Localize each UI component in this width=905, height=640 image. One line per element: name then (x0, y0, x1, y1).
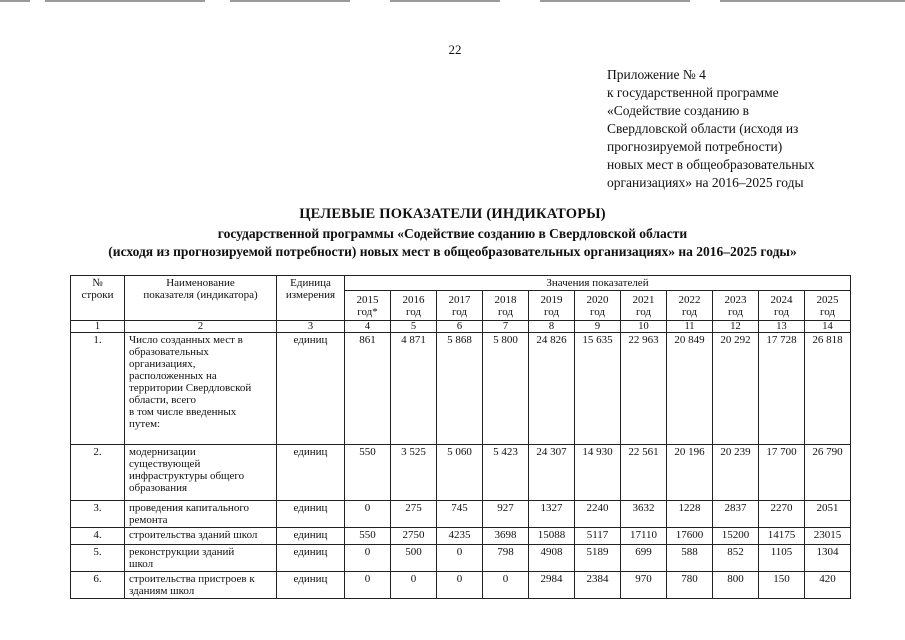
unit: единиц (277, 333, 345, 445)
table-row (71, 445, 851, 501)
value-cell: 800 (713, 572, 759, 599)
value-cell: 14175 (759, 528, 805, 545)
header-year-suffix: год (543, 305, 560, 318)
value-cell: 588 (667, 545, 713, 572)
value-cell: 17110 (621, 528, 667, 545)
appendix-line: организациях» на 2016–2025 годы (607, 175, 804, 190)
header-year: 2017 (448, 293, 471, 306)
column-number: 11 (667, 321, 713, 333)
value-cell: 24 307 (529, 445, 575, 501)
indicator-name (125, 545, 277, 572)
header-year-cell (713, 291, 759, 321)
value-cell: 2984 (529, 572, 575, 599)
indicator-name-line: образовательных (129, 346, 209, 358)
value-cell: 2270 (759, 501, 805, 528)
scan-edge-line (0, 0, 905, 3)
indicator-name-line: строительства зданий школ (129, 529, 258, 541)
table-row (71, 528, 851, 545)
value-cell: 3632 (621, 501, 667, 528)
value-cell: 5 060 (437, 445, 483, 501)
value-cell: 17 700 (759, 445, 805, 501)
header-unit (277, 276, 345, 321)
header-row-no (71, 276, 125, 321)
header-year-cell (667, 291, 713, 321)
value-cell: 2384 (575, 572, 621, 599)
header-year: 2016 (402, 293, 425, 306)
value-cell: 0 (345, 572, 391, 599)
header-year: 2019 (540, 293, 563, 306)
indicator-name-line: зданиям школ (129, 585, 195, 597)
header-year: 2020 (586, 293, 609, 306)
row-number: 3. (71, 501, 125, 528)
header-values-group: Значения показателей (345, 276, 851, 291)
header-year-cell (621, 291, 667, 321)
value-cell: 0 (437, 572, 483, 599)
value-cell: 970 (621, 572, 667, 599)
value-cell: 3698 (483, 528, 529, 545)
header-year-suffix: год (635, 305, 652, 318)
indicators-table (70, 275, 851, 599)
appendix-line: «Содействие созданию в (607, 103, 750, 118)
indicator-name-line: территории Свердловской (129, 382, 252, 394)
indicator-name (125, 572, 277, 599)
unit: единиц (277, 528, 345, 545)
table-row (71, 545, 851, 572)
value-cell: 3 525 (391, 445, 437, 501)
indicator-name-line: расположенных на (129, 370, 217, 382)
header-year: 2024 (770, 293, 793, 306)
header-year-suffix: год (497, 305, 514, 318)
indicator-name-line: в том числе введенных (129, 406, 237, 418)
value-cell: 5 868 (437, 333, 483, 445)
indicator-name (125, 501, 277, 528)
value-cell: 798 (483, 545, 529, 572)
indicator-name-line: путем: (129, 418, 161, 430)
value-cell: 550 (345, 445, 391, 501)
row-number: 2. (71, 445, 125, 501)
header-year-suffix: год (727, 305, 744, 318)
value-cell: 4908 (529, 545, 575, 572)
column-number: 13 (759, 321, 805, 333)
indicator-name-line: проведения капитального (129, 502, 250, 514)
value-cell: 0 (345, 545, 391, 572)
value-cell: 0 (437, 545, 483, 572)
row-number: 6. (71, 572, 125, 599)
row-number: 1. (71, 333, 125, 445)
indicator-name-line: существующей (129, 458, 201, 470)
value-cell: 26 790 (805, 445, 851, 501)
value-cell: 4 871 (391, 333, 437, 445)
header-year: 2018 (494, 293, 517, 306)
header-unit-line: измерения (285, 289, 336, 301)
header-year-suffix: год (589, 305, 606, 318)
value-cell: 22 963 (621, 333, 667, 445)
indicator-name-line: Число созданных мест в (129, 334, 243, 346)
header-year-cell (575, 291, 621, 321)
value-cell: 927 (483, 501, 529, 528)
value-cell: 20 196 (667, 445, 713, 501)
header-year: 2023 (724, 293, 747, 306)
header-year-cell (437, 291, 483, 321)
value-cell: 15088 (529, 528, 575, 545)
appendix-note (607, 66, 897, 192)
header-year: 2025 (816, 293, 839, 306)
column-number: 8 (529, 321, 575, 333)
value-cell: 699 (621, 545, 667, 572)
value-cell: 1304 (805, 545, 851, 572)
value-cell: 2051 (805, 501, 851, 528)
unit: единиц (277, 445, 345, 501)
header-year-cell (391, 291, 437, 321)
value-cell: 2240 (575, 501, 621, 528)
unit: единиц (277, 545, 345, 572)
header-row-no-line: № (92, 277, 103, 289)
indicator-name-line: модернизации (129, 446, 196, 458)
value-cell: 4235 (437, 528, 483, 545)
indicator-name-line: строительства пристроев к (129, 573, 255, 585)
column-number: 3 (277, 321, 345, 333)
column-number: 7 (483, 321, 529, 333)
column-number: 14 (805, 321, 851, 333)
value-cell: 17600 (667, 528, 713, 545)
column-number: 5 (391, 321, 437, 333)
value-cell: 20 292 (713, 333, 759, 445)
value-cell: 861 (345, 333, 391, 445)
value-cell: 24 826 (529, 333, 575, 445)
value-cell: 15200 (713, 528, 759, 545)
header-year: 2022 (678, 293, 701, 306)
value-cell: 550 (345, 528, 391, 545)
value-cell: 26 818 (805, 333, 851, 445)
column-number: 6 (437, 321, 483, 333)
row-number: 4. (71, 528, 125, 545)
appendix-line: новых мест в общеобразовательных (607, 157, 815, 172)
unit: единиц (277, 501, 345, 528)
value-cell: 22 561 (621, 445, 667, 501)
value-cell: 5117 (575, 528, 621, 545)
header-name-line: показателя (индикатора) (143, 289, 258, 301)
value-cell: 0 (391, 572, 437, 599)
header-name-line: Наименование (166, 277, 235, 289)
value-cell: 500 (391, 545, 437, 572)
page-number: 22 (448, 42, 462, 57)
header-year-suffix: год (405, 305, 422, 318)
value-cell: 150 (759, 572, 805, 599)
indicator-name-line: ремонта (129, 514, 168, 526)
value-cell: 5189 (575, 545, 621, 572)
column-number: 9 (575, 321, 621, 333)
column-number: 4 (345, 321, 391, 333)
appendix-line: Приложение № 4 (607, 67, 706, 82)
appendix-line: Свердловской области (исходя из (607, 121, 799, 136)
header-year-suffix: год (819, 305, 836, 318)
value-cell: 0 (483, 572, 529, 599)
value-cell: 1327 (529, 501, 575, 528)
value-cell: 2837 (713, 501, 759, 528)
header-row-no-line: строки (81, 289, 114, 301)
header-year-suffix: год (451, 305, 468, 318)
indicator-name (125, 445, 277, 501)
header-year: 2021 (632, 293, 655, 306)
table-row (71, 572, 851, 599)
value-cell: 780 (667, 572, 713, 599)
document-subtitle-line-1: государственной программы «Содействие созданию в Свердловской области (217, 226, 688, 241)
indicator-name-line: области, всего (129, 394, 197, 406)
document-subtitle-line-2: (исходя из прогнозируемой потребности) новых мест в общеобразовательных организациях» на 2016–2025 годы» (108, 244, 797, 259)
indicator-name (125, 333, 277, 445)
unit: единиц (277, 572, 345, 599)
header-indicator-name (125, 276, 277, 321)
column-number: 10 (621, 321, 667, 333)
value-cell: 1105 (759, 545, 805, 572)
indicator-name-line: образования (129, 482, 188, 494)
header-unit-line: Единица (290, 277, 331, 289)
indicator-name-line: реконструкции зданий (129, 546, 235, 558)
column-number: 12 (713, 321, 759, 333)
header-year-cell (759, 291, 805, 321)
value-cell: 14 930 (575, 445, 621, 501)
header-year-cell (345, 291, 391, 321)
header-year-suffix: год* (357, 305, 378, 318)
value-cell: 5 423 (483, 445, 529, 501)
column-number: 1 (71, 321, 125, 333)
value-cell: 745 (437, 501, 483, 528)
document-title: ЦЕЛЕВЫЕ ПОКАЗАТЕЛИ (ИНДИКАТОРЫ) (299, 206, 606, 222)
header-year-suffix: год (773, 305, 790, 318)
row-number: 5. (71, 545, 125, 572)
value-cell: 852 (713, 545, 759, 572)
appendix-line: прогнозируемой потребности) (607, 139, 783, 154)
indicator-name-line: организациях, (129, 358, 196, 370)
value-cell: 0 (345, 501, 391, 528)
table-row (71, 501, 851, 528)
header-year-cell (483, 291, 529, 321)
value-cell: 275 (391, 501, 437, 528)
value-cell: 23015 (805, 528, 851, 545)
value-cell: 2750 (391, 528, 437, 545)
header-year: 2015 (356, 293, 379, 306)
header-year-cell (805, 291, 851, 321)
table-row (71, 333, 851, 445)
value-cell: 17 728 (759, 333, 805, 445)
value-cell: 20 239 (713, 445, 759, 501)
value-cell: 420 (805, 572, 851, 599)
value-cell: 5 800 (483, 333, 529, 445)
header-year-cell (529, 291, 575, 321)
column-number: 2 (125, 321, 277, 333)
indicator-name-line: инфраструктуры общего (129, 470, 245, 482)
indicator-name (125, 528, 277, 545)
value-cell: 1228 (667, 501, 713, 528)
appendix-line: к государственной программе (607, 85, 779, 100)
indicator-name-line: школ (129, 558, 154, 570)
value-cell: 20 849 (667, 333, 713, 445)
value-cell: 15 635 (575, 333, 621, 445)
header-year-suffix: год (681, 305, 698, 318)
